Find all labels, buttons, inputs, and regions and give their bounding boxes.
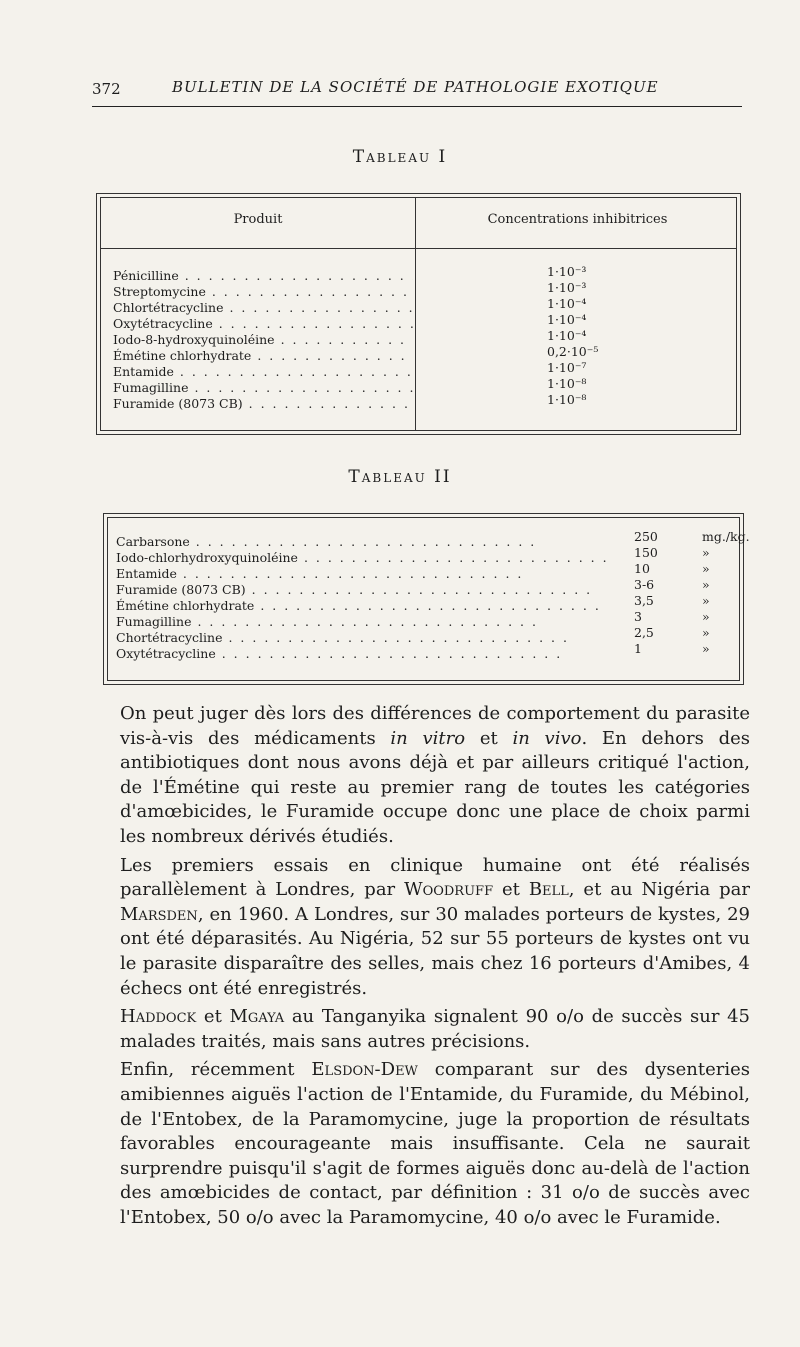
table-row-value: 1·10⁻⁸: [547, 392, 587, 407]
body-text: [120, 702, 750, 1230]
text-span: et: [493, 879, 529, 901]
running-title: BULLETIN DE LA SOCIÉTÉ DE PATHOLOGIE EXOTIQUE: [172, 78, 659, 96]
text-span: Les premiers essais en clinique humaine ont été réalisés parallèlement à Londres, par: [120, 854, 750, 901]
table1-products: [113, 268, 413, 412]
paragraph-2: [120, 854, 750, 1002]
table-row-product: Émétine chlorhydrate . . .: [116, 598, 614, 614]
table-row-value: 1·10⁻⁴: [547, 312, 587, 327]
table-row-unit: »: [702, 577, 710, 592]
italic-term: in vitro: [390, 727, 466, 749]
table-row-value: 1·10⁻⁸: [547, 376, 587, 391]
paragraph-1: [120, 702, 750, 850]
table-row-value: 3: [634, 609, 642, 624]
table-row-product: Oxytétracycline . . .: [116, 646, 614, 662]
table1-column-divider: [415, 198, 416, 430]
table-row-value: 1·10⁻³: [547, 264, 587, 279]
table1: [96, 193, 741, 435]
table-row-unit: »: [702, 593, 710, 608]
text-span: . En dehors des antibiotiques dont nous avons déjà et par ailleurs critiqué l'action, de l'Émétine qui reste au premier rang de toutes les catégories d'amœbicides, le Furamide occupe donc une place de choix parmi les nombreux dérivés étudiés.: [120, 727, 750, 847]
text-span: Enfin, récemment: [120, 1059, 312, 1081]
author-name: Bell: [528, 879, 569, 901]
table-row-unit: »: [702, 545, 710, 560]
table-row-value: 0,2·10⁻⁵: [547, 344, 599, 359]
table-row-product: Furamide (8073 CB) . . .: [116, 582, 614, 598]
table2-products: [116, 534, 614, 662]
table-row-unit: »: [702, 641, 710, 656]
table2-title: Tableau II: [348, 467, 452, 487]
table-row-product: Entamide . . .: [116, 566, 614, 582]
table-row-product: Chortétracycline . . .: [116, 630, 614, 646]
page-number: 372: [92, 80, 121, 98]
table1-values: [547, 264, 667, 408]
table-row-value: 10: [634, 561, 650, 576]
table-row-product: Carbarsone . . .: [116, 534, 614, 550]
table-row-product: Entamide . . .: [113, 364, 413, 380]
table-row-value: 1·10⁻³: [547, 280, 587, 295]
table-row-product: Streptomycine . . .: [113, 284, 413, 300]
author-name: Marsden: [120, 903, 198, 925]
table-row-product: Fumagilline . . .: [116, 614, 614, 630]
table1-title: Tableau I: [352, 147, 448, 167]
table-row-value: 150: [634, 545, 658, 560]
text-span: au Tanganyika signalent 90 o/o de succès sur 45 malades traités, mais sans autres précisions.: [120, 1006, 750, 1052]
table-row-value: 3,5: [634, 593, 654, 608]
table-row-value: 1·10⁻⁴: [547, 296, 587, 311]
text-span: , en 1960. A Londres, sur 30 malades porteurs de kystes, 29 ont été déparasités. Au Nigéria, 52 sur 55 porteurs de kystes ont vu le parasite disparaître des selles, mais chez 16 porteurs d'Amibes, 4 échecs ont été enregistrés.: [120, 903, 750, 999]
table-row-value: 2,5: [634, 625, 654, 640]
text-span: , et au Nigéria par: [568, 879, 750, 901]
table1-header-concentration: Concentrations inhibitrices: [487, 212, 668, 227]
author-name: Elsdon-Dew: [311, 1059, 418, 1081]
table2-values: [634, 529, 694, 657]
text-span: On peut juger dès lors des différences de comportement du parasite vis-à-vis des médicaments: [120, 703, 750, 749]
paragraph-3: [120, 1005, 750, 1054]
table-row-value: 1·10⁻⁴: [547, 328, 587, 343]
page-header: [92, 78, 742, 107]
table2-units: [702, 529, 750, 657]
table-row-product: Chlortétracycline . . .: [113, 300, 413, 316]
text-span: et: [465, 727, 513, 749]
table-row-product: Furamide (8073 CB) . . .: [113, 396, 413, 412]
text-span: et: [196, 1006, 230, 1028]
table-row-value: 250: [634, 529, 658, 544]
table1-header-product: Produit: [233, 212, 283, 227]
table-row-product: Émétine chlorhydrate . . .: [113, 348, 413, 364]
paragraph-4: [120, 1058, 750, 1230]
italic-term: in vivo: [512, 727, 582, 749]
table-row-unit: mg./kg.: [702, 529, 750, 544]
table-row-unit: »: [702, 625, 710, 640]
text-span: comparant sur des dysenteries amibiennes aiguës l'action de l'Entamide, du Furamide, du Mébinol, de l'Entobex, de la Paramomycine, juge la proportion de résultats favorables encourageante mais insuffisante. Cela ne saurait surprendre puisqu'il s'agit de formes aiguës donc au-delà de l'action des amœbicides de contact, par définition : 31 o/o de succès avec l'Entobex, 50 o/o avec la Paramomycine, 40 o/o avec le Furamide.: [120, 1059, 750, 1228]
author-name: Mgaya: [229, 1006, 285, 1028]
table-row-product: Oxytétracycline . . .: [113, 316, 413, 332]
table-row-value: 1·10⁻⁷: [547, 360, 587, 375]
author-name: Woodruff: [404, 879, 494, 901]
table-row-value: 1: [634, 641, 642, 656]
table-row-unit: »: [702, 609, 710, 624]
table-row-product: Iodo-chlorhydroxyquinoléine . . .: [116, 550, 614, 566]
table-row-product: Fumagilline . . .: [113, 380, 413, 396]
author-name: Haddock: [120, 1006, 197, 1028]
table-row-unit: »: [702, 561, 710, 576]
table1-header-divider: [101, 248, 736, 249]
table-row-value: 3-6: [634, 577, 655, 592]
table-row-product: Iodo-8-hydroxyquinoléine . . .: [113, 332, 413, 348]
table-row-product: Pénicilline . . .: [113, 268, 413, 284]
table2: [103, 513, 750, 685]
